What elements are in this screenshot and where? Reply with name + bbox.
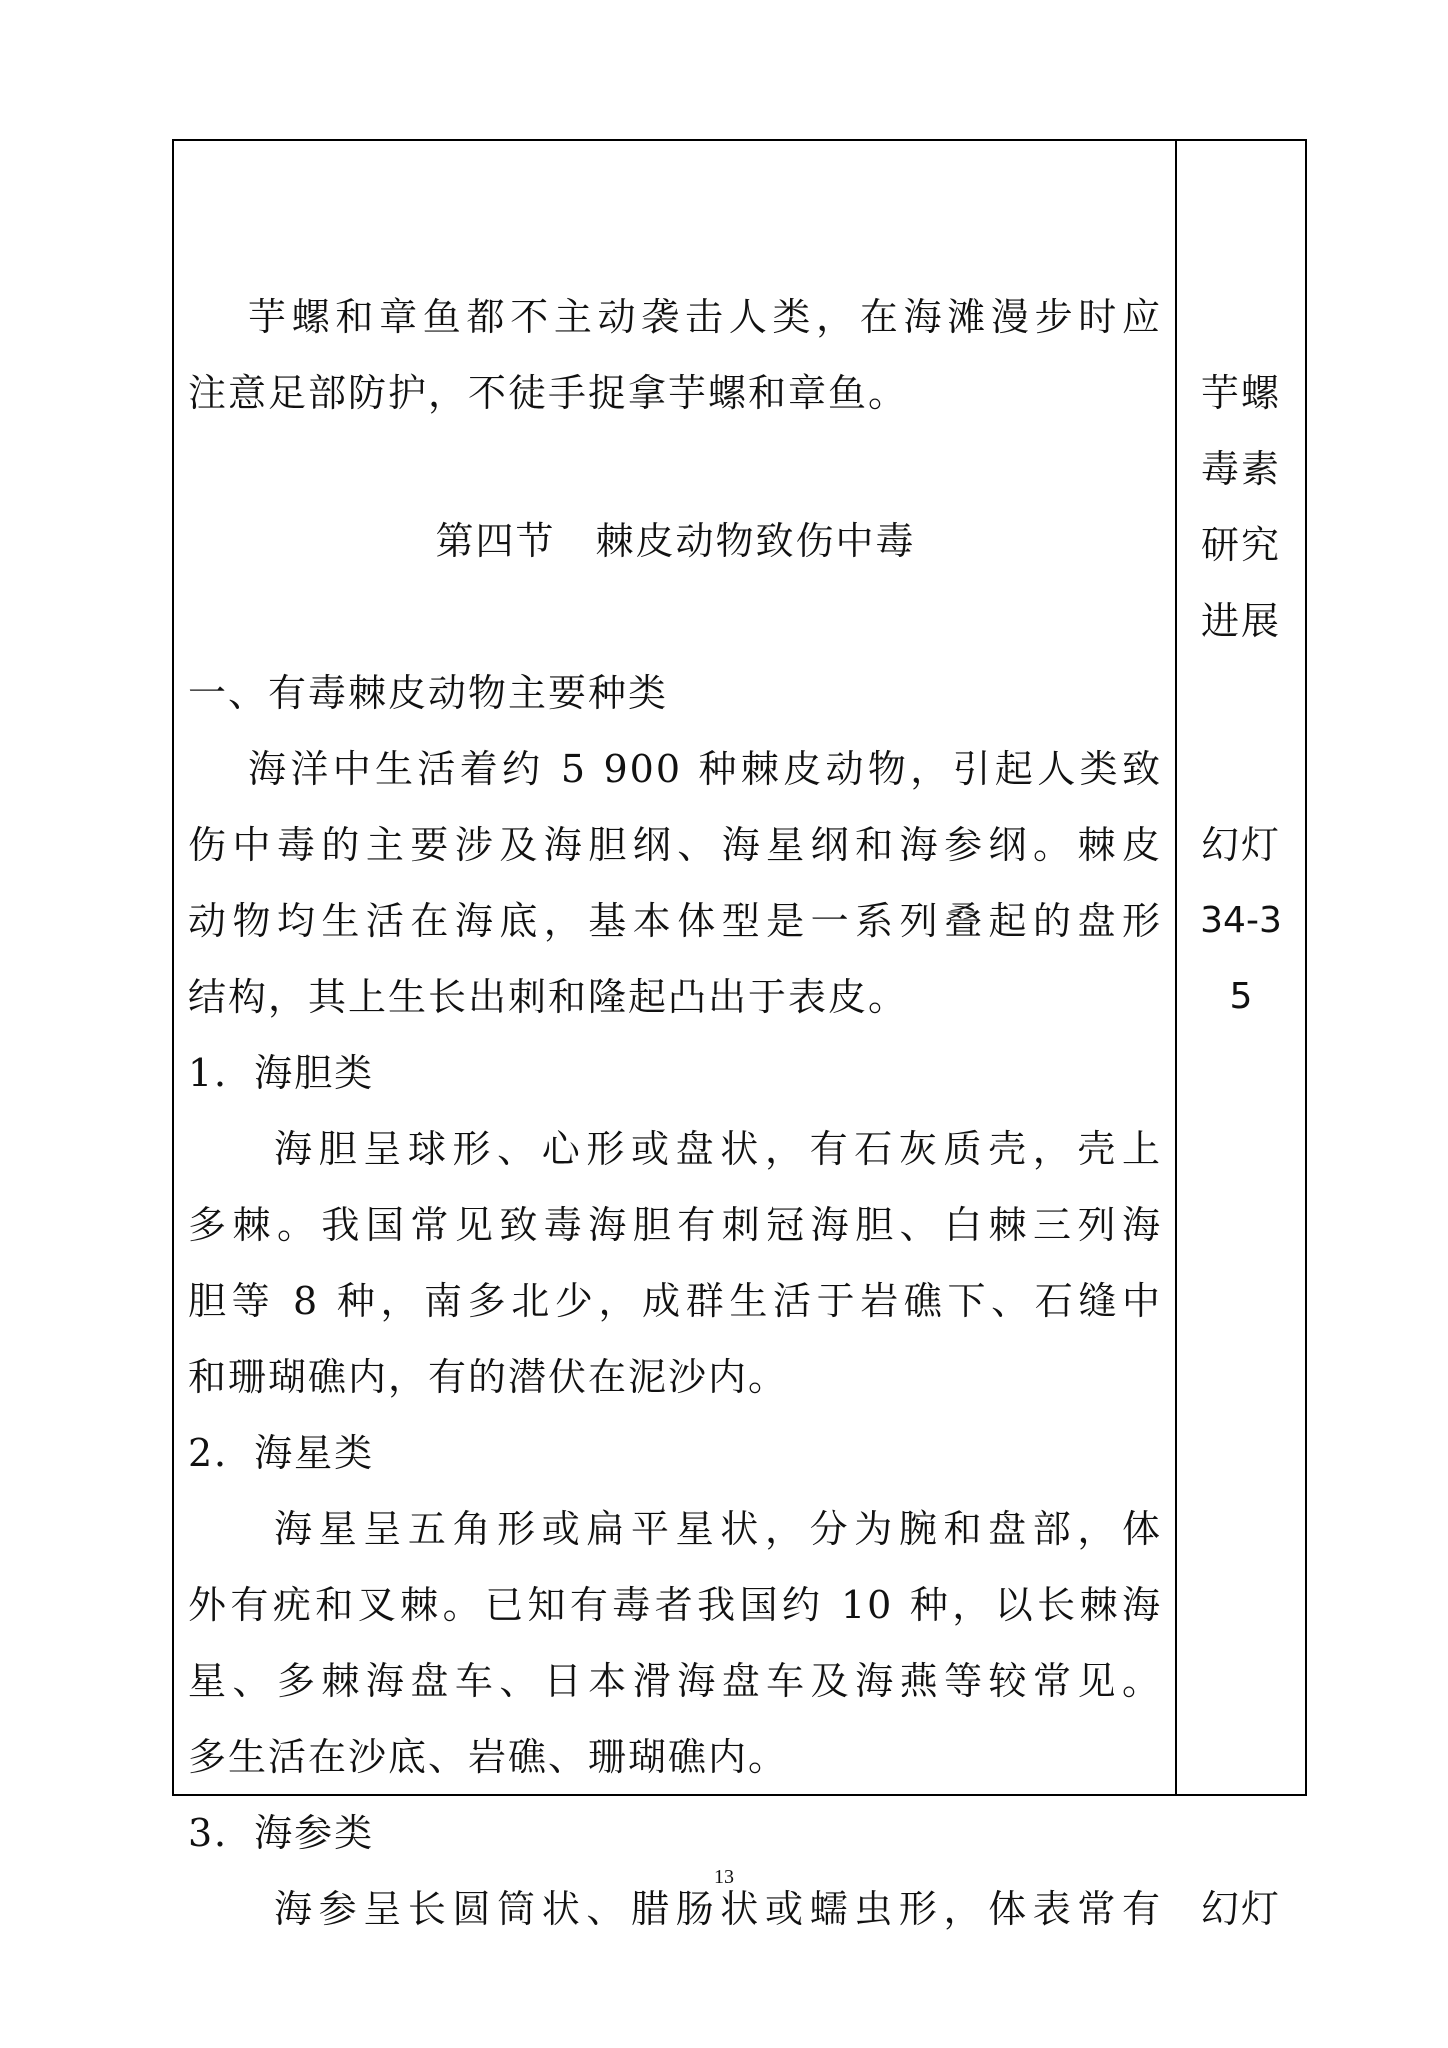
text-line: 注意足部防护，不徒手捉拿芋螺和章鱼。 — [188, 371, 909, 415]
item-heading: 2．海星类 — [188, 1431, 375, 1475]
text-line: 外有疣和叉棘。已知有毒者我国约 10 种，以长棘海 — [188, 1583, 1162, 1627]
text-line: 海胆呈球形、心形或盘状，有石灰质壳，壳上 — [274, 1127, 1162, 1171]
text-line: 动物均生活在海底，基本体型是一系列叠起的盘形 — [188, 899, 1162, 943]
side-note-line: 幻灯 — [1200, 823, 1281, 867]
item-heading: 3．海参类 — [188, 1811, 375, 1855]
text-line: 结构，其上生长出刺和隆起凸出于表皮。 — [188, 975, 909, 1019]
side-note-line: 研究 — [1200, 523, 1281, 567]
text-line: 多棘。我国常见致毒海胆有刺冠海胆、白棘三列海 — [188, 1203, 1162, 1247]
text-line: 和珊瑚礁内，有的潜伏在泥沙内。 — [188, 1355, 789, 1399]
text-line: 芋螺和章鱼都不主动袭击人类，在海滩漫步时应 — [248, 295, 1162, 339]
text-line: 伤中毒的主要涉及海胆纲、海星纲和海参纲。棘皮 — [188, 823, 1162, 867]
section-heading: 第四节 棘皮动物致伤中毒 — [435, 519, 916, 563]
text-line: 海洋中生活着约 5 900 种棘皮动物，引起人类致 — [248, 747, 1162, 791]
text-line: 胆等 8 种，南多北少，成群生活于岩礁下、石缝中 — [188, 1279, 1162, 1323]
side-note-line: 5 — [1229, 976, 1253, 1017]
text-line: 星、多棘海盘车、日本滑海盘车及海燕等较常见。 — [188, 1659, 1162, 1703]
text-line: 多生活在沙底、岩礁、珊瑚礁内。 — [188, 1735, 789, 1779]
text-line: 海星呈五角形或扁平星状，分为腕和盘部，体 — [274, 1507, 1162, 1551]
side-note-line: 进展 — [1200, 599, 1281, 643]
side-note-line: 幻灯 — [1200, 1887, 1281, 1931]
side-note-line: 34-3 — [1200, 900, 1282, 941]
subsection-heading: 一、有毒棘皮动物主要种类 — [188, 671, 669, 715]
page-number: 13 — [714, 1866, 734, 1888]
side-note-line: 毒素 — [1200, 447, 1281, 491]
side-notes-column — [1177, 141, 1305, 1931]
item-heading: 1．海胆类 — [188, 1051, 375, 1095]
side-note-line: 芋螺 — [1200, 371, 1281, 415]
text-line: 海参呈长圆筒状、腊肠状或蠕虫形，体表常有 — [274, 1887, 1162, 1931]
